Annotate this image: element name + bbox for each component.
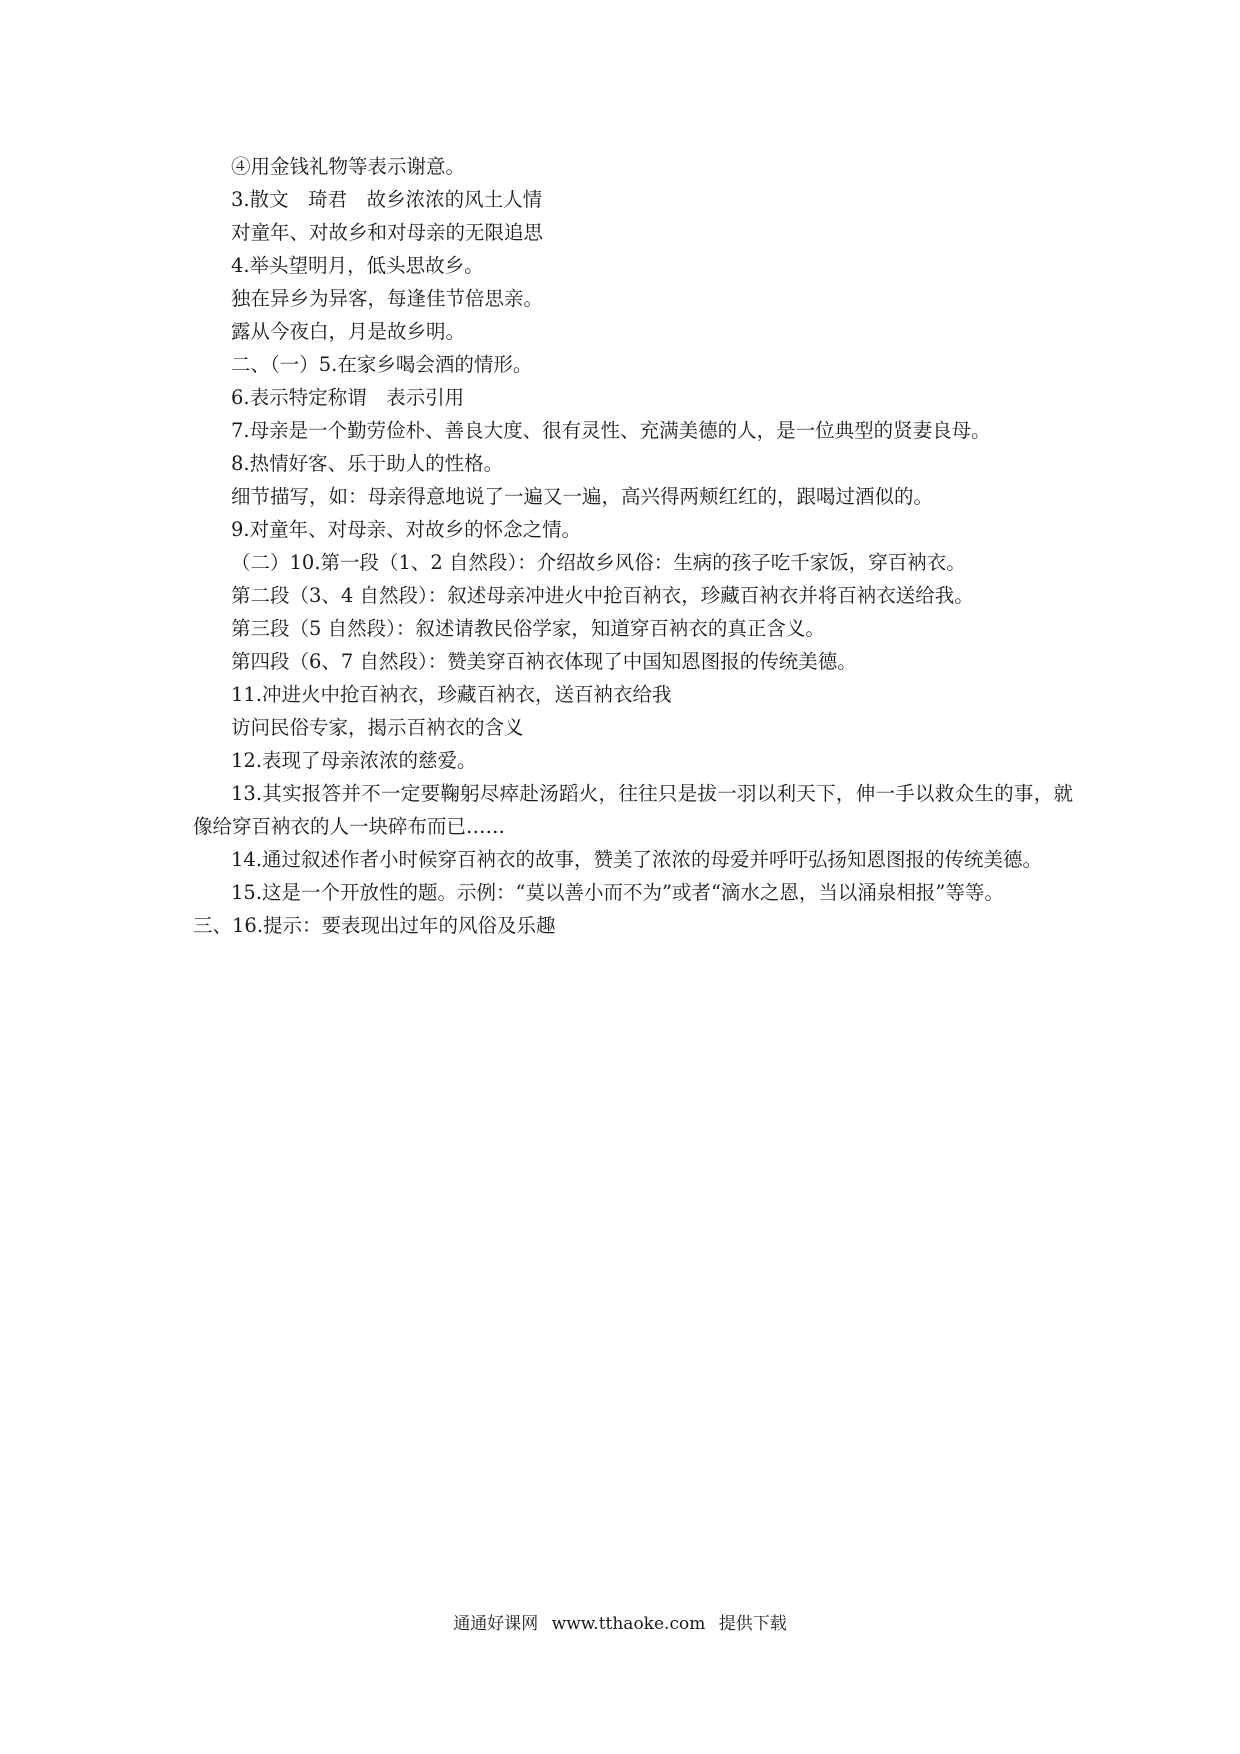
answer-line: 8.热情好客、乐于助人的性格。: [231, 452, 504, 475]
answer-line: 第三段（5 自然段）：叙述请教民俗学家，知道穿百衲衣的真正含义。: [231, 617, 825, 640]
footer-suffix: 提供下载: [718, 1614, 787, 1634]
answer-line: 12.表现了母亲浓浓的慈爱。: [231, 749, 477, 772]
answer-text-body: [193, 150, 1073, 942]
answer-line: 访问民俗专家，揭示百衲衣的含义: [231, 716, 524, 739]
answer-line: 第二段（3、4 自然段）：叙述母亲冲进火中抢百衲衣，珍藏百衲衣并将百衲衣送给我。: [231, 584, 974, 607]
answer-line: 9.对童年、对母亲、对故乡的怀念之情。: [231, 518, 582, 541]
answer-line: 第四段（6、7 自然段）：赞美穿百衲衣体现了中国知恩图报的传统美德。: [231, 650, 857, 673]
answer-paragraph: 14.通过叙述作者小时候穿百衲衣的故事，赞美了浓浓的母爱并呼吁弘扬知恩图报的传统美德。: [231, 848, 1043, 871]
answer-paragraph: 13.其实报答并不一定要鞠躬尽瘁赴汤蹈火，往往只是拔一羽以利天下，伸一手以救众生的事，就像给穿百衲衣的人一块碎布而已……: [193, 782, 1073, 838]
footer-site-name: 通通好课网: [453, 1614, 539, 1634]
page-footer: [0, 1612, 1240, 1636]
answer-line: 6.表示特定称谓 表示引用: [231, 386, 465, 409]
answer-line: ④用金钱礼物等表示谢意。: [231, 155, 466, 178]
section-heading: 三、16.提示：要表现出过年的风俗及乐趣: [193, 914, 556, 937]
answer-line: 露从今夜白，月是故乡明。: [231, 320, 466, 343]
section-heading: （二）10.第一段（1、2 自然段）：介绍故乡风俗：生病的孩子吃千家饭，穿百衲衣。: [231, 551, 966, 574]
section-heading: 二、（一）5.在家乡喝会酒的情形。: [231, 353, 533, 376]
answer-line: 7.母亲是一个勤劳俭朴、善良大度、很有灵性、充满美德的人，是一位典型的贤妻良母。: [231, 419, 991, 442]
answer-line: 对童年、对故乡和对母亲的无限追思: [231, 221, 544, 244]
answer-line: 11.冲进火中抢百衲衣，珍藏百衲衣，送百衲衣给我: [231, 683, 672, 706]
footer-url: www.tthaoke.com: [551, 1614, 706, 1634]
answer-line: 3.散文 琦君 故乡浓浓的风土人情: [231, 188, 543, 211]
answer-paragraph: 15.这是一个开放性的题。示例：“莫以善小而不为”或者“滴水之恩，当以涌泉相报”等等。: [231, 881, 1004, 904]
answer-line: 细节描写，如：母亲得意地说了一遍又一遍，高兴得两颊红红的，跟喝过酒似的。: [231, 485, 934, 508]
answer-line: 4.举头望明月，低头思故乡。: [231, 254, 484, 277]
answer-line: 独在异乡为异客，每逢佳节倍思亲。: [231, 287, 544, 310]
